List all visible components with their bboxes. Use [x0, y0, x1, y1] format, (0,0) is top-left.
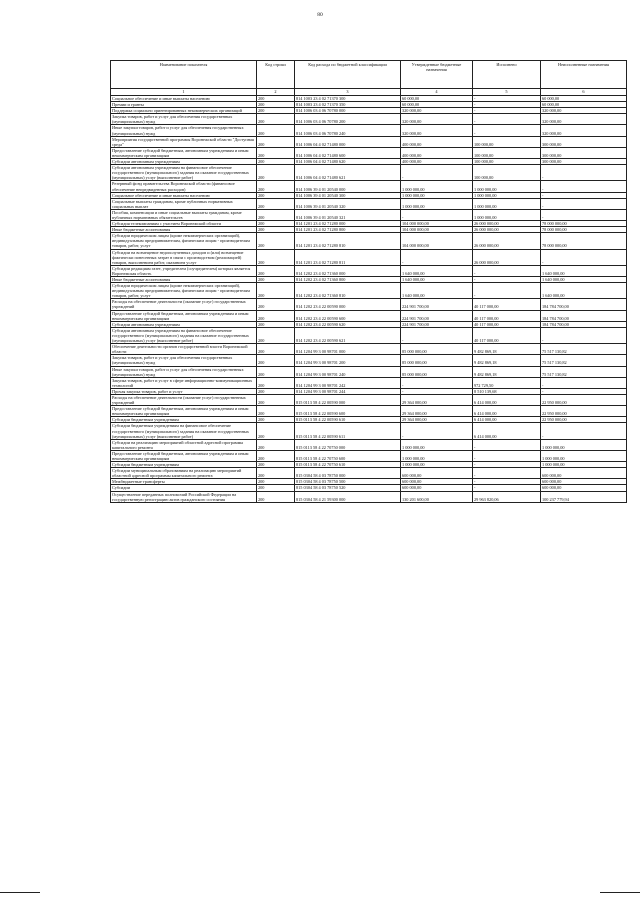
row-approved: 1 000 000,00: [401, 439, 473, 450]
row-name: Предоставление субсидий бюджетным, автономным учреждениям и иным некоммерческим организациям: [111, 450, 257, 461]
row-executed: 26 000 000,00: [473, 221, 541, 227]
header-line-code: Код строки: [257, 61, 295, 89]
table-row: [111, 355, 627, 366]
row-approved: 224 901 700,00: [401, 310, 473, 321]
row-unexecuted: 1 640 000,00: [541, 277, 627, 283]
row-budget-code: 814 1006 39 4 01 20540 300: [295, 192, 401, 198]
row-executed: 6 414 000,00: [473, 417, 541, 423]
row-approved: 104 000 000,00: [401, 221, 473, 227]
footer-rule-left: [0, 892, 40, 893]
row-unexecuted: -: [541, 423, 627, 439]
row-line-code: 200: [257, 450, 295, 461]
column-number: 5: [473, 89, 541, 96]
row-unexecuted: 78 000 000,00: [541, 227, 627, 233]
row-unexecuted: 320 000,00: [541, 108, 627, 114]
row-name: Субсидии автономным учреждениям: [111, 321, 257, 327]
row-executed: 9 482 869,18: [473, 366, 541, 377]
row-unexecuted: 1 000 000,00: [541, 450, 627, 461]
row-line-code: 200: [257, 321, 295, 327]
row-name: Социальные выплаты гражданам, кроме публичных нормативных социальных выплат: [111, 198, 257, 209]
row-line-code: 200: [257, 159, 295, 165]
row-approved: 1 000 000,00: [401, 181, 473, 192]
row-line-code: 200: [257, 221, 295, 227]
column-number: 2: [257, 89, 295, 96]
row-approved: 400 000,00: [401, 147, 473, 158]
row-line-code: 200: [257, 406, 295, 417]
row-name: Резервный фонд правительства Воронежской области (финансовое обеспечение непредвиденных расходов): [111, 181, 257, 192]
row-line-code: 200: [257, 439, 295, 450]
row-budget-code: 814 1204 99 3 00 98701 244: [295, 388, 401, 394]
row-executed: 9 482 869,18: [473, 344, 541, 355]
row-line-code: 200: [257, 462, 295, 468]
row-budget-code: 814 1202 23 4 22 00590 620: [295, 321, 401, 327]
row-budget-code: 814 1006 04 4 02 71480 000: [295, 136, 401, 147]
row-line-code: 200: [257, 468, 295, 479]
row-executed: -: [473, 450, 541, 461]
budget-execution-table: [110, 60, 627, 503]
row-approved: 29 364 000,00: [401, 406, 473, 417]
row-approved: 600 000,00: [401, 479, 473, 485]
row-budget-code: 814 1202 23 4 22 00590 000: [295, 299, 401, 310]
row-line-code: 200: [257, 344, 295, 355]
row-line-code: 200: [257, 209, 295, 220]
header-name: Наименование показателя: [111, 61, 257, 89]
row-unexecuted: -: [541, 388, 627, 394]
table-row: [111, 147, 627, 158]
row-budget-code: 815 0113 58 4 22 00590 600: [295, 406, 401, 417]
row-line-code: 200: [257, 227, 295, 233]
table-row: [111, 165, 627, 181]
row-budget-code: 814 1204 99 3 00 98701 200: [295, 355, 401, 366]
row-line-code: 200: [257, 147, 295, 158]
header-approved: Утвержденные бюджетные назначения: [401, 61, 473, 89]
row-budget-code: 814 1204 99 3 00 98701 240: [295, 366, 401, 377]
row-name: Субсидии муниципальным образованиям на реализацию мероприятий областной адресной программы капитального ремонта: [111, 468, 257, 479]
table-row: [111, 327, 627, 343]
row-unexecuted: 60 000,00: [541, 102, 627, 108]
row-approved: 29 364 000,00: [401, 417, 473, 423]
row-line-code: 200: [257, 355, 295, 366]
row-unexecuted: 300 000,00: [541, 159, 627, 165]
row-line-code: 200: [257, 366, 295, 377]
row-budget-code: 815 0113 58 4 22 00590 611: [295, 423, 401, 439]
row-budget-code: 814 1202 23 4 02 71360 810: [295, 283, 401, 299]
row-budget-code: 815 0113 58 4 22 70750 600: [295, 450, 401, 461]
row-name: Социальное обеспечение и иные выплаты населению: [111, 96, 257, 102]
row-name: Закупка товаров, работ и услуг для обеспечения государственных (муниципальных) нужд: [111, 355, 257, 366]
table-row: [111, 136, 627, 147]
row-unexecuted: -: [541, 165, 627, 181]
row-name: Поддержка социально ориентированных некоммерческих организаций: [111, 108, 257, 114]
row-line-code: 200: [257, 114, 295, 125]
row-executed: 100 000,00: [473, 159, 541, 165]
table-row: [111, 114, 627, 125]
row-approved: -: [401, 388, 473, 394]
row-budget-code: 814 1201 23 4 02 71280 800: [295, 227, 401, 233]
column-number-row: [111, 89, 627, 96]
table-row: [111, 406, 627, 417]
row-approved: 85 000 000,00: [401, 344, 473, 355]
row-line-code: 200: [257, 192, 295, 198]
row-approved: -: [401, 377, 473, 388]
row-line-code: 200: [257, 377, 295, 388]
row-budget-code: 815 0113 58 4 22 70750 000: [295, 439, 401, 450]
row-budget-code: 814 1202 23 4 02 71360 800: [295, 277, 401, 283]
row-name: Субсидии бюджетным учреждениям на финансовое обеспечение государственного (муниципального) задания на оказание государственных (муниципальных) услуг (выполнение работ): [111, 423, 257, 439]
row-executed: 100 000,00: [473, 136, 541, 147]
row-name: Субсидии юридическим лицам (кроме некоммерческих организаций), индивидуальным предпринимателям, физическим лицам - производителям товаров, работ, услуг: [111, 283, 257, 299]
row-budget-code: 814 1006 03 4 06 70780 240: [295, 125, 401, 136]
row-approved: 320 000,00: [401, 125, 473, 136]
row-unexecuted: 1 640 000,00: [541, 265, 627, 276]
row-name: Иные закупки товаров, работ и услуг для обеспечения государственных (муниципальных) нужд: [111, 366, 257, 377]
row-name: Иные бюджетные ассигнования: [111, 277, 257, 283]
row-approved: 130 201 600,00: [401, 491, 473, 502]
row-unexecuted: 184 784 700,00: [541, 310, 627, 321]
row-approved: 104 000 000,00: [401, 233, 473, 249]
row-executed: 26 000 000,00: [473, 249, 541, 265]
row-budget-code: 814 1006 03 4 06 70780 000: [295, 108, 401, 114]
row-name: Предоставление субсидий бюджетным, автономным учреждениям и иным некоммерческим организациям: [111, 406, 257, 417]
row-name: Пособия, компенсации и иные социальные выплаты гражданам, кроме публичных нормативных обязательств: [111, 209, 257, 220]
row-line-code: 200: [257, 388, 295, 394]
table-row: [111, 299, 627, 310]
row-executed: -: [473, 485, 541, 491]
table-row: [111, 181, 627, 192]
row-approved: 60 000,00: [401, 96, 473, 102]
row-approved: 320 000,00: [401, 114, 473, 125]
row-approved: 600 000,00: [401, 468, 473, 479]
row-name: Субсидии: [111, 485, 257, 491]
row-name: Субсидии на возмещение недополученных доходов и (или) возмещение фактически понесенных затрат в связи с производством (реализацией) товаров, выполнением работ, оказанием услуг: [111, 249, 257, 265]
row-unexecuted: -: [541, 181, 627, 192]
row-line-code: 200: [257, 108, 295, 114]
row-line-code: 200: [257, 198, 295, 209]
row-unexecuted: 78 000 000,00: [541, 221, 627, 227]
row-budget-code: 814 1006 04 4 02 71480 621: [295, 165, 401, 181]
row-name: Субсидии автономным учреждениям на финансовое обеспечение государственного (муниципального) задания на оказание государственных (муниципальных) услуг (выполнение работ): [111, 165, 257, 181]
row-executed: 29 963 820,06: [473, 491, 541, 502]
row-unexecuted: 1 640 000,00: [541, 283, 627, 299]
row-unexecuted: 22 950 000,00: [541, 406, 627, 417]
row-approved: 60 000,00: [401, 102, 473, 108]
row-line-code: 200: [257, 136, 295, 147]
row-executed: -: [473, 96, 541, 102]
row-name: Обеспечение деятельности органов государственной власти Воронежской области: [111, 344, 257, 355]
row-name: Субсидии на реализацию мероприятий областной адресной программы капитального ремонта: [111, 439, 257, 450]
row-executed: 1 000 000,00: [473, 192, 541, 198]
row-approved: 600 000,00: [401, 485, 473, 491]
table-row: [111, 423, 627, 439]
table-row: [111, 439, 627, 450]
table-row: [111, 450, 627, 461]
row-unexecuted: 600 000,00: [541, 479, 627, 485]
row-executed: -: [473, 108, 541, 114]
row-executed: 1 000 000,00: [473, 198, 541, 209]
row-budget-code: 814 1006 04 4 02 71480 620: [295, 159, 401, 165]
table-row: [111, 249, 627, 265]
row-name: Субсидии редакциям газет, учредителем (соучредителем) которых является Воронежская область: [111, 265, 257, 276]
row-unexecuted: 75 517 130,82: [541, 344, 627, 355]
row-executed: -: [473, 479, 541, 485]
table-row: [111, 209, 627, 220]
table-row: [111, 310, 627, 321]
row-approved: 1 640 000,00: [401, 277, 473, 283]
row-approved: 29 364 000,00: [401, 394, 473, 405]
table-row: [111, 283, 627, 299]
row-line-code: 200: [257, 394, 295, 405]
row-executed: 40 117 000,00: [473, 327, 541, 343]
row-line-code: 200: [257, 310, 295, 321]
row-budget-code: 814 1202 23 4 22 00590 621: [295, 327, 401, 343]
row-unexecuted: 600 000,00: [541, 485, 627, 491]
row-approved: 85 000 000,00: [401, 355, 473, 366]
row-name: Субсидии бюджетным учреждениям: [111, 417, 257, 423]
row-executed: 100 000,00: [473, 147, 541, 158]
row-approved: -: [401, 423, 473, 439]
row-unexecuted: 1 000 000,00: [541, 439, 627, 450]
table-row: [111, 377, 627, 388]
row-line-code: 200: [257, 249, 295, 265]
row-name: Прочая закупка товаров, работ и услуг: [111, 388, 257, 394]
row-executed: 100 000,00: [473, 165, 541, 181]
row-budget-code: 814 1201 23 4 02 71280 810: [295, 233, 401, 249]
row-unexecuted: 75 517 130,82: [541, 366, 627, 377]
row-approved: 104 000 000,00: [401, 227, 473, 233]
row-name: Расходы на обеспечение деятельности (оказание услуг) государственных учреждений: [111, 299, 257, 310]
row-budget-code: 815 0113 58 4 22 70750 610: [295, 462, 401, 468]
row-unexecuted: 100 237 779,94: [541, 491, 627, 502]
table-row: [111, 198, 627, 209]
row-approved: 400 000,00: [401, 159, 473, 165]
row-executed: 40 117 000,00: [473, 310, 541, 321]
column-number: 3: [295, 89, 401, 96]
row-line-code: 200: [257, 485, 295, 491]
row-unexecuted: -: [541, 209, 627, 220]
row-budget-code: 814 1006 39 4 01 20540 000: [295, 181, 401, 192]
row-executed: -: [473, 283, 541, 299]
row-approved: 1 640 000,00: [401, 265, 473, 276]
row-unexecuted: 22 950 000,00: [541, 417, 627, 423]
row-budget-code: 814 1006 04 4 02 71480 600: [295, 147, 401, 158]
row-approved: 320 000,00: [401, 108, 473, 114]
row-name: Расходы на обеспечение деятельности (оказание услуг) государственных учреждений: [111, 394, 257, 405]
row-line-code: 200: [257, 165, 295, 181]
row-name: Иные бюджетные ассигнования: [111, 227, 257, 233]
row-name: Предоставление субсидий бюджетным, автономным учреждениям и иным некоммерческим организациям: [111, 310, 257, 321]
row-budget-code: 814 1201 23 4 02 71280 811: [295, 249, 401, 265]
row-name: Социальное обеспечение и иные выплаты населению: [111, 192, 257, 198]
row-executed: 26 000 000,00: [473, 233, 541, 249]
header-budget-code: Код расхода по бюджетной классификации: [295, 61, 401, 89]
row-executed: -: [473, 277, 541, 283]
row-executed: 6 414 000,00: [473, 406, 541, 417]
row-name: Субсидии юридическим лицам (кроме некоммерческих организаций), индивидуальным предпринимателям, физическим лицам - производителям товаров, работ, услуг: [111, 233, 257, 249]
row-line-code: 200: [257, 491, 295, 502]
row-executed: -: [473, 102, 541, 108]
row-name: Субсидии автономным учреждениям: [111, 159, 257, 165]
row-name: Межбюджетные трансферты: [111, 479, 257, 485]
row-unexecuted: -: [541, 198, 627, 209]
row-executed: 40 117 000,00: [473, 299, 541, 310]
row-budget-code: 815 0113 58 4 22 00590 610: [295, 417, 401, 423]
row-budget-code: 814 1204 99 3 00 98701 242: [295, 377, 401, 388]
row-approved: -: [401, 165, 473, 181]
row-budget-code: 815 0304 58 4 03 78750 000: [295, 468, 401, 479]
row-budget-code: 814 1201 23 4 02 71280 000: [295, 221, 401, 227]
row-unexecuted: 300 000,00: [541, 147, 627, 158]
row-line-code: 200: [257, 299, 295, 310]
row-name: Премии и гранты: [111, 102, 257, 108]
table-body: [111, 96, 627, 503]
row-unexecuted: -: [541, 249, 627, 265]
row-budget-code: 814 1202 23 4 22 00590 600: [295, 310, 401, 321]
footer-rule-right: [600, 892, 640, 893]
row-executed: -: [473, 439, 541, 450]
row-unexecuted: 320 000,00: [541, 125, 627, 136]
row-executed: 9 482 869,18: [473, 355, 541, 366]
table-row: [111, 394, 627, 405]
row-line-code: 200: [257, 423, 295, 439]
row-unexecuted: 22 950 000,00: [541, 394, 627, 405]
row-line-code: 200: [257, 96, 295, 102]
row-executed: 972 729,50: [473, 377, 541, 388]
table-row: [111, 468, 627, 479]
header-unexecuted: Неисполненные назначения: [541, 61, 627, 89]
row-unexecuted: 300 000,00: [541, 136, 627, 147]
row-approved: 224 901 700,00: [401, 299, 473, 310]
row-approved: 400 000,00: [401, 136, 473, 147]
row-unexecuted: 184 784 700,00: [541, 299, 627, 310]
row-approved: 1 000 000,00: [401, 192, 473, 198]
page-number: 80: [317, 12, 323, 18]
row-budget-code: 815 0304 58 4 03 78750 500: [295, 479, 401, 485]
row-budget-code: 814 1006 39 4 01 20540 320: [295, 198, 401, 209]
table-row: [111, 491, 627, 502]
row-name: Субсидии бюджетным учреждениям: [111, 462, 257, 468]
row-unexecuted: 1 000 000,00: [541, 462, 627, 468]
row-approved: 1 640 000,00: [401, 283, 473, 299]
row-budget-code: 815 0304 58 4 03 78750 520: [295, 485, 401, 491]
row-executed: -: [473, 462, 541, 468]
row-line-code: 200: [257, 233, 295, 249]
row-executed: -: [473, 468, 541, 479]
row-name: Закупка товаров, работ и услуг в сфере информационно-коммуникационных технологий: [111, 377, 257, 388]
row-executed: 1 000 000,00: [473, 209, 541, 220]
row-name: Осуществление переданных полномочий Российской Федерации на государственную регистрацию актов гражданского состояния: [111, 491, 257, 502]
row-budget-code: 814 1003 23 4 02 71370 350: [295, 102, 401, 108]
row-budget-code: 814 1204 99 3 00 98701 000: [295, 344, 401, 355]
row-approved: -: [401, 327, 473, 343]
row-line-code: 200: [257, 265, 295, 276]
row-unexecuted: 60 000,00: [541, 96, 627, 102]
table-row: [111, 125, 627, 136]
row-approved: 1 000 000,00: [401, 450, 473, 461]
row-executed: -: [473, 114, 541, 125]
column-number: 1: [111, 89, 257, 96]
row-unexecuted: 78 000 000,00: [541, 233, 627, 249]
row-approved: 224 901 700,00: [401, 321, 473, 327]
column-number: 4: [401, 89, 473, 96]
row-executed: -: [473, 125, 541, 136]
row-executed: 40 117 000,00: [473, 321, 541, 327]
row-line-code: 200: [257, 102, 295, 108]
row-name: Субсидия телекомпаниям с участием Воронежской области: [111, 221, 257, 227]
row-budget-code: 815 0304 58 4 21 59300 000: [295, 491, 401, 502]
table-row: [111, 265, 627, 276]
row-name: Предоставление субсидий бюджетным, автономным учреждениям и иным некоммерческим организациям: [111, 147, 257, 158]
table-row: [111, 366, 627, 377]
row-executed: 8 510 139,68: [473, 388, 541, 394]
row-approved: 1 000 000,00: [401, 462, 473, 468]
table-row: [111, 233, 627, 249]
row-unexecuted: 184 784 700,00: [541, 321, 627, 327]
row-unexecuted: -: [541, 327, 627, 343]
row-executed: 6 414 000,00: [473, 423, 541, 439]
row-name: Закупка товаров, работ и услуг для обеспечения государственных (муниципальных) нужд: [111, 114, 257, 125]
row-executed: 1 000 000,00: [473, 181, 541, 192]
row-executed: -: [473, 265, 541, 276]
row-budget-code: 814 1003 23 4 02 71370 300: [295, 96, 401, 102]
row-budget-code: 814 1202 23 4 02 71360 000: [295, 265, 401, 276]
row-unexecuted: -: [541, 377, 627, 388]
row-unexecuted: 75 517 130,82: [541, 355, 627, 366]
row-unexecuted: 320 000,00: [541, 114, 627, 125]
row-approved: 85 000 000,00: [401, 366, 473, 377]
header-executed: Исполнено: [473, 61, 541, 89]
row-line-code: 200: [257, 479, 295, 485]
row-name: Субсидии автономным учреждениям на финансовое обеспечение государственного (муниципального) задания на оказание государственных (муниципальных) услуг (выполнение работ): [111, 327, 257, 343]
table-row: [111, 344, 627, 355]
row-line-code: 200: [257, 125, 295, 136]
row-name: Иные закупки товаров, работ и услуг для обеспечения государственных (муниципальных) нужд: [111, 125, 257, 136]
row-line-code: 200: [257, 277, 295, 283]
column-number: 6: [541, 89, 627, 96]
row-line-code: 200: [257, 181, 295, 192]
row-approved: -: [401, 249, 473, 265]
row-executed: 6 414 000,00: [473, 394, 541, 405]
row-line-code: 200: [257, 417, 295, 423]
row-executed: 26 000 000,00: [473, 227, 541, 233]
row-unexecuted: -: [541, 192, 627, 198]
row-line-code: 200: [257, 283, 295, 299]
row-budget-code: 815 0113 58 4 22 00590 000: [295, 394, 401, 405]
row-budget-code: 814 1006 03 4 06 70780 200: [295, 114, 401, 125]
row-line-code: 200: [257, 327, 295, 343]
row-name: Мероприятия государственной программы Воронежской области "Доступная среда": [111, 136, 257, 147]
row-approved: 1 000 000,00: [401, 198, 473, 209]
row-budget-code: 814 1006 39 4 01 20540 321: [295, 209, 401, 220]
row-unexecuted: 600 000,00: [541, 468, 627, 479]
row-approved: -: [401, 209, 473, 220]
